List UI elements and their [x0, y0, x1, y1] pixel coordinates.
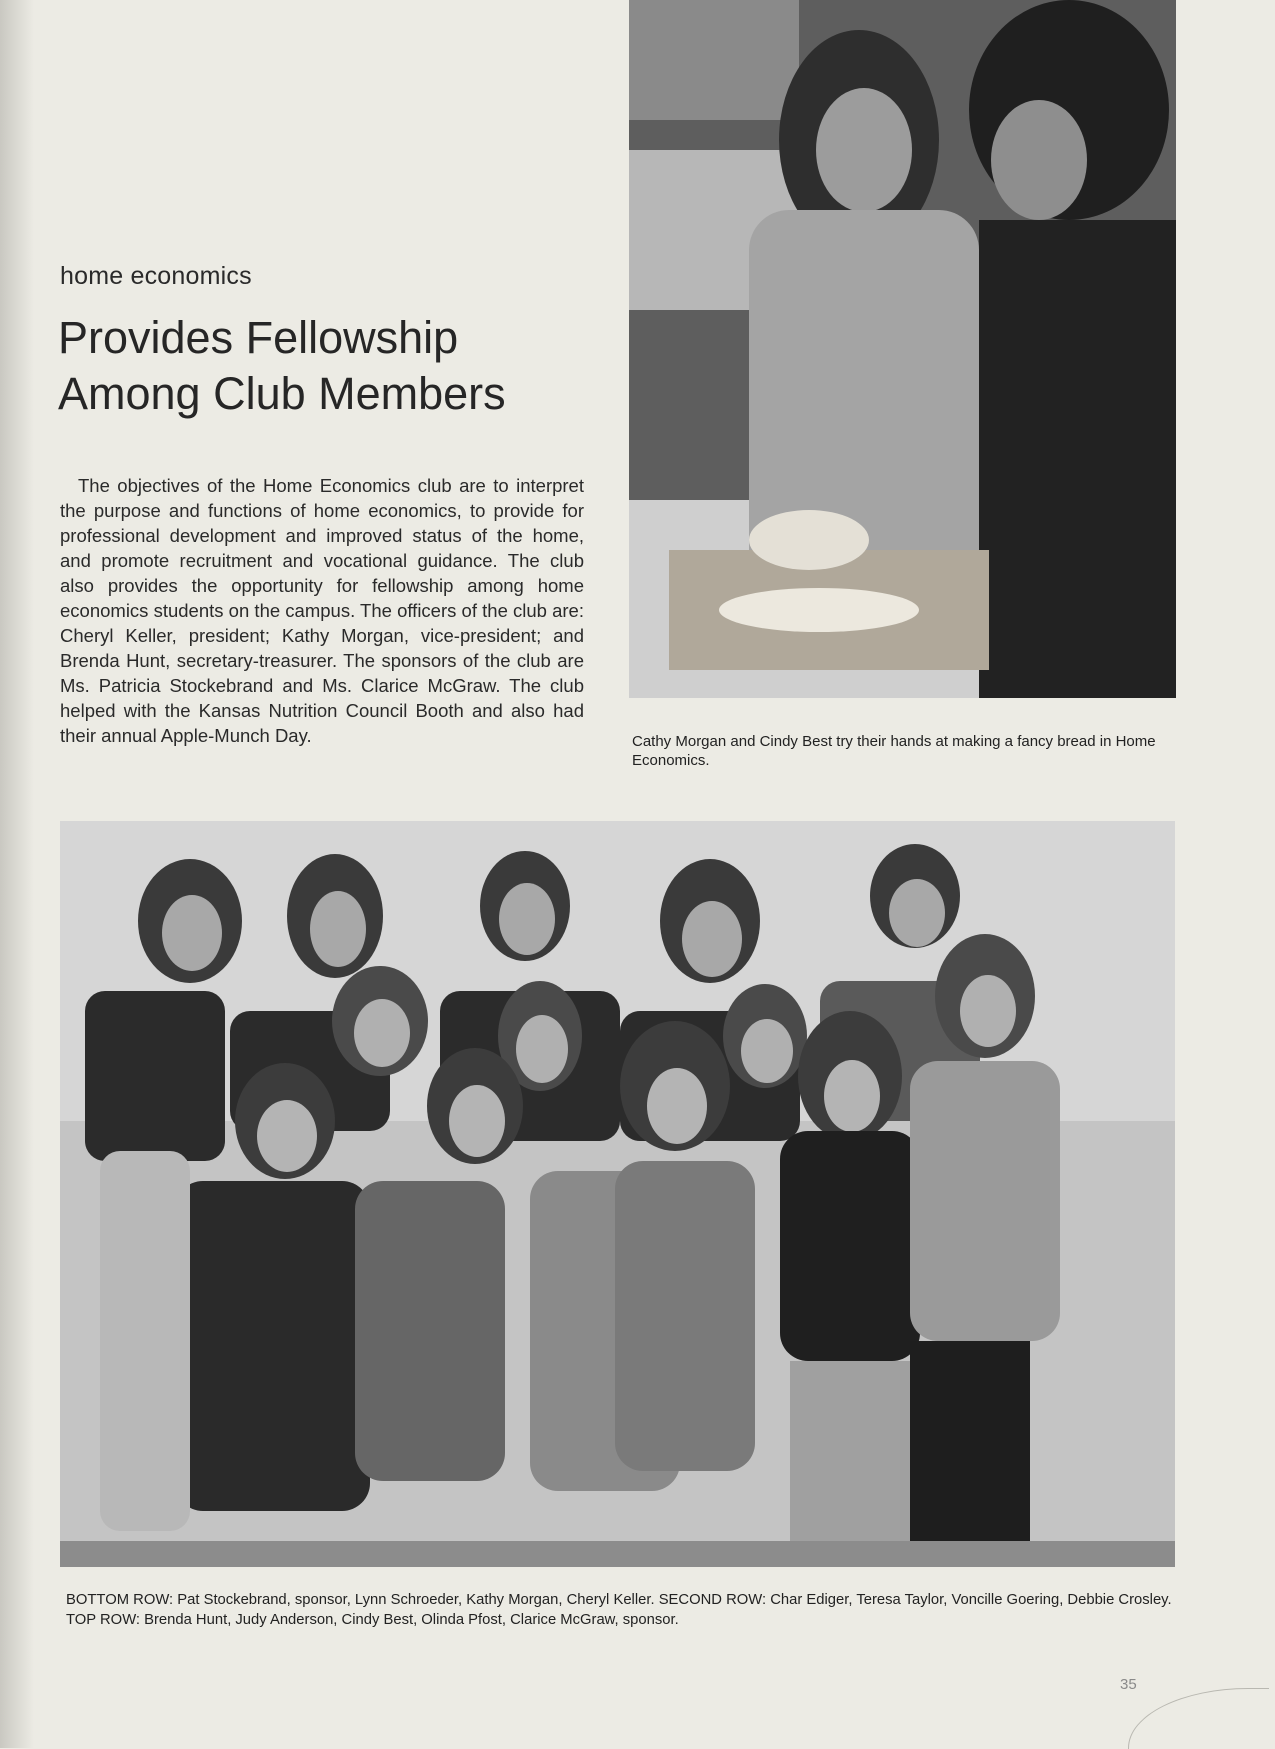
article-body: The objectives of the Home Economics club are to interpret the purpose and functions of home economics, to provide for professional development and improved status of the home, and promote recruitment and vocational guidance. The club also provides the opportunity for fellowship among home economics students on the campus. The officers of the club are: Cheryl Keller, president; Kathy Morgan, vice-president; and Brenda Hunt, secretary-treasurer. The sponsors of the club are Ms. Patricia Stockebrand and Ms. Clarice McGraw. The club helped with the Kansas Nutrition Council Booth and also had their annual Apple-Munch Day.: [60, 475, 584, 746]
page-corner-curl: [1128, 1688, 1269, 1749]
club-group-photo: [60, 821, 1175, 1567]
page-number: 35: [1120, 1676, 1137, 1693]
section-label: home economics: [60, 262, 252, 290]
page-binding-shadow: [0, 0, 34, 1748]
bread-photo-illustration: [629, 0, 1176, 698]
group-photo-caption: BOTTOM ROW: Pat Stockebrand, sponsor, Lynn Schroeder, Kathy Morgan, Cheryl Keller. SECOND ROW: Char Ediger, Teresa Taylor, Voncille Goering, Debbie Crosley. TOP ROW: Brenda Hunt, Judy Anderson, Cindy Best, Olinda Pfost, Clarice McGraw, sponsor.: [66, 1592, 1172, 1628]
bread-photo-caption: Cathy Morgan and Cindy Best try their hands at making a fancy bread in Home Economics.: [632, 733, 1156, 769]
headline-line-2: Among Club Members: [58, 368, 506, 419]
bread-making-photo: [629, 0, 1176, 698]
headline: [58, 310, 578, 422]
group-photo-illustration: [60, 821, 1175, 1567]
headline-line-1: Provides Fellowship: [58, 312, 459, 363]
